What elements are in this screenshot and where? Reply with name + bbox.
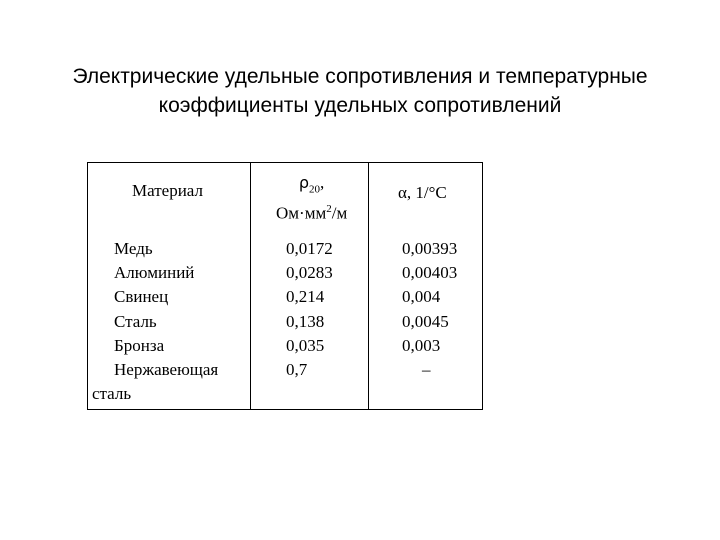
material-name: Нержавеющая: [114, 360, 219, 380]
resistivity-value: 0,138: [286, 311, 325, 331]
header-material: Материал: [132, 181, 203, 200]
material-name: Сталь: [114, 311, 157, 331]
resistivity-value: 0,7: [286, 360, 308, 380]
resistivity-column: [286, 237, 333, 382]
resistivity-value: 0,0283: [286, 263, 333, 283]
materials-column: [92, 237, 219, 406]
coefficient-value: 0,003: [402, 335, 441, 355]
material-name: Медь: [114, 239, 153, 258]
rho-unit-suffix: /м: [331, 204, 348, 224]
resistivity-table: [87, 162, 483, 410]
resistivity-value: 0,035: [286, 335, 325, 355]
rho-symbol: ρ: [298, 173, 310, 192]
page-title: [0, 62, 720, 120]
title-line-2: коэффициенты удельных сопротивлений: [158, 94, 562, 117]
material-name: Бронза: [114, 335, 165, 355]
column-divider-2: [368, 163, 369, 409]
coefficient-value: 0,0045: [402, 311, 449, 331]
header-resistivity-symbol: [276, 173, 347, 199]
resistivity-value: 0,0172: [286, 239, 333, 258]
coefficient-value: 0,00393: [402, 239, 458, 258]
header-temperature-coefficient: α, 1/°С: [398, 183, 447, 202]
rho-subscript: 20: [309, 183, 321, 196]
material-name: Алюминий: [114, 263, 195, 283]
header-resistivity-unit: [276, 199, 347, 224]
rho-unit-power: 2: [326, 203, 332, 216]
coefficient-value: –: [422, 360, 431, 380]
title-line-1: Электрические удельные сопротивления и температурные: [72, 65, 648, 88]
column-divider-1: [250, 163, 251, 409]
material-name-continuation: сталь: [92, 384, 132, 404]
coefficient-value: 0,00403: [402, 263, 458, 283]
rho-unit-prefix: Ом·мм: [276, 204, 327, 224]
rho-comma: ,: [320, 173, 325, 192]
temperature-coefficient-column: [402, 237, 457, 382]
coefficient-value: 0,004: [402, 287, 441, 307]
material-name: Свинец: [114, 287, 169, 307]
header-resistivity: [276, 173, 347, 224]
resistivity-value: 0,214: [286, 287, 325, 307]
